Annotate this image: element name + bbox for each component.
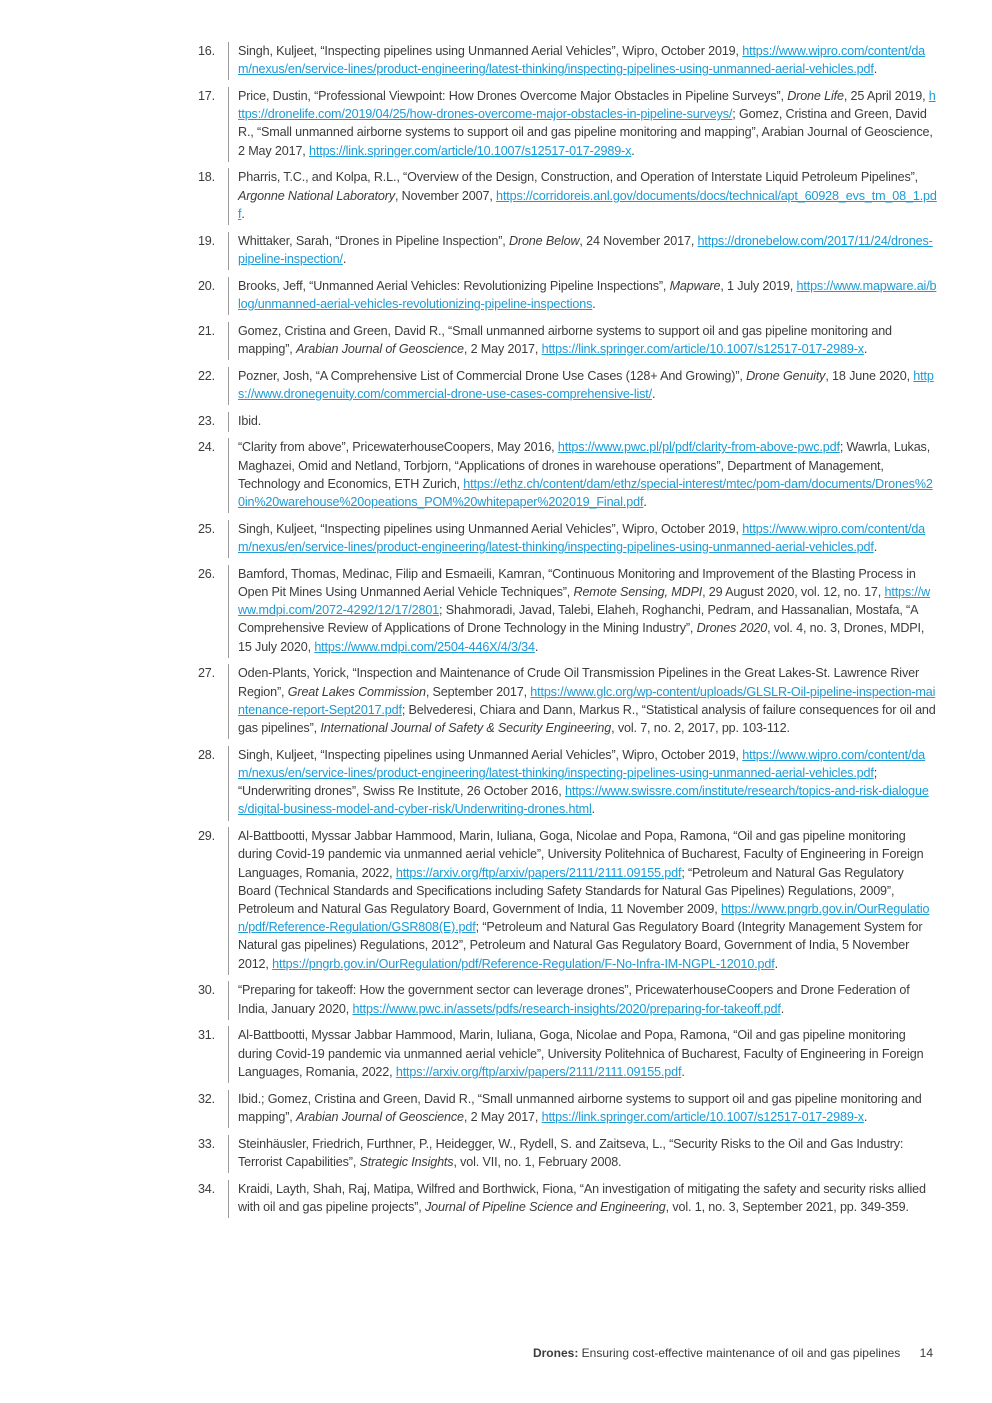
reference-item (190, 87, 938, 162)
reference-item (190, 42, 938, 80)
reference-number: 30. (197, 983, 215, 998)
reference-text (228, 1180, 938, 1218)
reference-segment: Whittaker, Sarah, “Drones in Pipeline Inspection”, (238, 233, 509, 248)
page-number: 14 (919, 1346, 933, 1360)
reference-segment: ; “Petroleum and Natural Gas Regulatory Board (Technical Standards and Specifications including Safety Standards for Natural Gas Pipelines) Regulations, 2009”, Petroleum and Natural Gas Regulatory Board, Government of India, 11 November 2009, (238, 865, 908, 917)
reference-text (228, 168, 938, 225)
reference-link[interactable]: https://dronebelow.com/2017/11/24/drones-pipeline-inspection/ (238, 233, 933, 266)
reference-item (190, 827, 938, 975)
reference-segment: . (534, 639, 539, 654)
page-footer (533, 1346, 933, 1360)
reference-source-title: Arabian Journal of Geoscience (296, 341, 464, 356)
reference-link[interactable]: https://www.mdpi.com/2072-4292/12/17/2801 (238, 585, 931, 618)
reference-link[interactable]: https://www.wipro.com/content/dam/nexus/en/service-lines/product-engineering/latest-thinking/inspecting-pipelines-using-unmanned-aerial-vehicles.pdf (238, 521, 926, 555)
reference-segment: Oden-Plants, Yorick, “Inspection and Maintenance of Crude Oil Transmission Pipelines in the Great Lakes-St. Lawrence River Region”, (238, 666, 923, 699)
reference-text (228, 664, 938, 739)
reference-number: 34. (197, 1181, 215, 1196)
reference-item (190, 981, 938, 1019)
reference-link[interactable]: https://www.wipro.com/content/dam/nexus/en/service-lines/product-engineering/latest-thinking/inspecting-pipelines-using-unmanned-aerial-vehicles.pdf (238, 44, 926, 77)
reference-segment: . (681, 1064, 685, 1079)
reference-link[interactable]: https://link.springer.com/article/10.1007/s12517-017-2989-x (309, 143, 632, 158)
reference-item (190, 1090, 938, 1128)
reference-text (228, 981, 938, 1019)
reference-segment: , vol. 1, no. 3, September 2021, pp. 349-359. (665, 1199, 909, 1214)
reference-segment: Steinhäusler, Friedrich, Furthner, P., Heidegger, W., Rydell, S. and Zaitseva, L., “Security Risks to the Oil and Gas Industry: Terrorist Capabilities”, (238, 1136, 907, 1169)
reference-segment: Pozner, Josh, “A Comprehensive List of Commercial Drone Use Cases (128+ And Growing)”, (238, 368, 747, 383)
reference-number: 20. (197, 278, 215, 293)
reference-segment: , vol. VII, no. 1, February 2008. (453, 1154, 622, 1169)
reference-text (228, 412, 938, 432)
reference-item (190, 438, 938, 513)
reference-text (228, 1090, 938, 1128)
reference-item (190, 1026, 938, 1083)
reference-segment: Al-Battbootti, Myssar Jabbar Hammood, Marin, Iuliana, Goga, Nicolae and Popa, Ramona, “Oil and gas pipeline monitoring during Covid-19 pandemic via unmanned aerial vehicle”, University Politehnica of Bucharest, Faculty of Engineering in Foreign Languages, Romania, 2022, (238, 1028, 927, 1079)
reference-segment: , 1 July 2019, (720, 278, 797, 293)
reference-segment: “Clarity from above”, PricewaterhouseCoopers, May 2016, (238, 440, 558, 455)
reference-source-title: Great Lakes Commission (287, 684, 426, 699)
reference-segment: Ibid. (238, 413, 262, 428)
reference-link[interactable]: https://link.springer.com/article/10.1007/s12517-017-2989-x (541, 1109, 864, 1124)
reference-link[interactable]: https://corridoreis.anl.gov/documents/docs/technical/apt_60928_evs_tm_08_1.pdf (238, 188, 937, 221)
reference-segment: . (873, 62, 878, 77)
reference-text (228, 746, 938, 821)
reference-link[interactable]: https://www.glc.org/wp-content/uploads/GLSLR-Oil-pipeline-inspection-maintenance-report-Sept2017.pdf (238, 684, 936, 717)
reference-number: 16. (197, 44, 215, 58)
reference-segment: , 25 April 2019, (843, 89, 929, 103)
reference-segment: Singh, Kuljeet, “Inspecting pipelines using Unmanned Aerial Vehicles”, Wipro, October 2019, (238, 521, 743, 536)
reference-text (228, 87, 938, 162)
reference-segment: . (631, 143, 635, 158)
reference-source-title: International Journal of Safety & Security Engineering (320, 721, 612, 736)
reference-segment: . (241, 206, 245, 221)
reference-segment: Singh, Kuljeet, “Inspecting pipelines using Unmanned Aerial Vehicles”, Wipro, October 2019, (238, 747, 743, 762)
reference-text (228, 367, 938, 405)
reference-text (228, 232, 938, 270)
reference-segment: . (592, 296, 596, 311)
reference-list (190, 42, 938, 1225)
reference-segment: . (774, 956, 778, 971)
reference-source-title: Remote Sensing, MDPI (573, 585, 703, 600)
reference-text (228, 322, 938, 360)
reference-segment: . (651, 386, 656, 401)
reference-text (228, 1135, 938, 1173)
reference-number: 21. (197, 323, 215, 338)
reference-number: 25. (197, 521, 215, 536)
reference-source-title: Drones 2020 (696, 621, 768, 636)
reference-segment: Pharris, T.C., and Kolpa, R.L., “Overview of the Design, Construction, and Operation of Interstate Liquid Petroleum Pipelines”, (238, 170, 922, 185)
reference-segment: . (780, 1001, 785, 1016)
reference-text (228, 520, 938, 558)
reference-text (228, 438, 938, 513)
reference-text (228, 827, 938, 975)
reference-segment: Bamford, Thomas, Medinac, Filip and Esmaeili, Kamran, “Continuous Monitoring and Improvement of the Blasting Process in Open Pit Mines Using Unmanned Aerial Vehicle Techniques”, (238, 566, 920, 600)
reference-link[interactable]: https://link.springer.com/article/10.1007/s12517-017-2989-x (541, 341, 864, 356)
reference-link[interactable]: https://www.swissre.com/institute/research/topics-and-risk-dialogues/digital-business-model-and-cyber-risk/Underwriting-drones.html (238, 784, 929, 817)
reference-segment: , vol. 4, no. 3, Drones, MDPI, 15 July 2020, (238, 621, 928, 654)
reference-segment: . (342, 251, 347, 266)
reference-item (190, 664, 938, 739)
reference-segment: ; “Underwriting drones”, Swiss Re Institute, 26 October 2016, (238, 766, 881, 799)
reference-segment: ; “Petroleum and Natural Gas Regulatory Board (Integrity Management System for Natural gas pipelines) Regulations, 2012”, Petroleum and Natural Gas Regulatory Board, Government of India, 5 November 2012, (238, 920, 926, 971)
reference-segment: , September 2017, (425, 684, 531, 699)
reference-number: 32. (197, 1091, 215, 1106)
reference-number: 27. (197, 666, 215, 681)
reference-number: 33. (197, 1136, 215, 1151)
reference-item (190, 232, 938, 270)
reference-segment: . (863, 341, 868, 356)
reference-text (228, 565, 938, 658)
reference-item (190, 168, 938, 225)
reference-item (190, 520, 938, 558)
reference-segment: , vol. 7, no. 2, 2017, pp. 103-112. (611, 721, 790, 736)
reference-source-title: Argonne National Laboratory (238, 188, 395, 203)
reference-segment: ; Belvederesi, Chiara and Dann, Markus R., “Statistical analysis of failure consequences for oil and gas pipelines”, (238, 702, 940, 736)
reference-segment: . (591, 802, 596, 817)
reference-segment: Kraidi, Layth, Shah, Raj, Matipa, Wilfred and Borthwick, Fiona, “An investigation of mitigating the safety and security risks allied with oil and gas pipeline projects”, (238, 1181, 930, 1214)
reference-segment: “Preparing for takeoff: How the government sector can leverage drones”, PricewaterhouseCoopers and Drone Federation of India, January 2020, (238, 983, 913, 1016)
reference-number: 31. (197, 1028, 215, 1043)
reference-segment: . (863, 1109, 868, 1124)
reference-link[interactable]: https://www.dronegenuity.com/commercial-drone-use-cases-comprehensive-list/ (238, 368, 934, 401)
reference-item (190, 1180, 938, 1218)
footer-brand: Drones: (532, 1346, 579, 1360)
reference-segment: Price, Dustin, “Professional Viewpoint: How Drones Overcome Major Obstacles in Pipeline Surveys”, (238, 89, 788, 103)
reference-link[interactable]: https://arxiv.org/ftp/arxiv/papers/2111/2111.09155.pdf (395, 1064, 682, 1079)
reference-source-title: Arabian Journal of Geoscience (296, 1109, 464, 1124)
reference-number: 22. (197, 368, 215, 383)
reference-number: 17. (197, 89, 215, 103)
reference-segment: . (873, 540, 878, 555)
reference-segment: Ibid.; Gomez, Cristina and Green, David R., “Small unmanned airborne systems to support oil and gas pipeline monitoring and mapping”, (238, 1091, 926, 1124)
reference-item (190, 412, 938, 432)
footer-subtitle: Ensuring cost-effective maintenance of oil and gas pipelines (581, 1346, 901, 1360)
reference-number: 23. (197, 413, 215, 428)
reference-segment: , 2 May 2017, (463, 1109, 542, 1124)
reference-text (228, 1026, 938, 1083)
reference-segment: , 18 June 2020, (825, 368, 914, 383)
reference-item (190, 746, 938, 821)
reference-number: 26. (197, 566, 215, 581)
reference-item (190, 1135, 938, 1173)
reference-segment: Singh, Kuljeet, “Inspecting pipelines using Unmanned Aerial Vehicles”, Wipro, October 2019, (238, 44, 743, 58)
reference-segment: , 29 August 2020, vol. 12, no. 17, (702, 585, 885, 600)
reference-number: 19. (197, 233, 215, 248)
reference-segment: ; Wawrla, Lukas, Maghazei, Omid and Netland, Torbjorn, “Applications of drones in warehouse operations”, Department of Management, Technology and Economics, ETH Zurich, (238, 440, 934, 491)
reference-link[interactable]: https://www.wipro.com/content/dam/nexus/en/service-lines/product-engineering/latest-thinking/inspecting-pipelines-using-unmanned-aerial-vehicles.pdf (238, 747, 926, 781)
reference-link[interactable]: https://www.mapware.ai/blog/unmanned-aerial-vehicles-revolutionizing-pipeline-inspections (238, 278, 937, 311)
reference-text (228, 42, 938, 80)
reference-source-title: Drone Below (508, 233, 580, 248)
reference-link[interactable]: https://pngrb.gov.in/OurRegulation/pdf/Reference-Regulation/F-No-Infra-IM-NGPL-12010.pdf (272, 956, 775, 971)
reference-segment: . (643, 495, 647, 510)
reference-link[interactable]: https://arxiv.org/ftp/arxiv/papers/2111/2111.09155.pdf (395, 865, 682, 880)
reference-link[interactable]: https://dronelife.com/2019/04/25/how-drones-overcome-major-obstacles-in-pipeline-surveys/ (238, 89, 936, 122)
reference-link[interactable]: https://www.pngrb.gov.in/OurRegulation/pdf/Reference-Regulation/GSR808(E).pdf (238, 902, 930, 935)
reference-segment: , 2 May 2017, (463, 341, 542, 356)
reference-source-title: Drone Genuity (746, 368, 826, 383)
reference-segment: Brooks, Jeff, “Unmanned Aerial Vehicles: Revolutionizing Pipeline Inspections”, (238, 278, 670, 293)
reference-link[interactable]: https://www.mdpi.com/2504-446X/4/3/34 (314, 639, 535, 654)
reference-item (190, 367, 938, 405)
reference-segment: Gomez, Cristina and Green, David R., “Small unmanned airborne systems to support oil and gas pipeline monitoring and mapping”, (238, 323, 896, 356)
reference-segment: ; Gomez, Cristina and Green, David R., “Small unmanned airborne systems to support oil and gas pipeline monitoring and mapping”, Arabian Journal of Geoscience, 2 May 2017, (238, 107, 937, 158)
reference-source-title: Journal of Pipeline Science and Engineering (424, 1199, 666, 1214)
reference-number: 29. (197, 829, 215, 844)
reference-link[interactable]: https://www.pwc.pl/pl/pdf/clarity-from-above-pwc.pdf (557, 440, 840, 455)
reference-source-title: Mapware (669, 278, 721, 293)
reference-number: 24. (197, 440, 215, 455)
reference-segment: , November 2007, (394, 188, 497, 203)
reference-link[interactable]: https://ethz.ch/content/dam/ethz/special-interest/mtec/pom-dam/documents/Drones%20in%20warehouse%20opeations_POM%20whitepaper%202019_Final.pdf (238, 476, 933, 510)
reference-text (228, 277, 938, 315)
reference-number: 28. (197, 747, 215, 762)
reference-number: 18. (197, 170, 215, 185)
reference-item (190, 277, 938, 315)
reference-segment: , 24 November 2017, (579, 233, 698, 248)
reference-source-title: Drone Life (787, 89, 844, 103)
reference-item (190, 322, 938, 360)
reference-source-title: Strategic Insights (359, 1154, 454, 1169)
reference-segment: ; Shahmoradi, Javad, Talebi, Elaheh, Roghanchi, Pedram, and Hassanalian, Mostafa, “A Comprehensive Review of Applications of Drone Technology in the Mining Industry”, (238, 603, 922, 636)
reference-segment: Al-Battbootti, Myssar Jabbar Hammood, Marin, Iuliana, Goga, Nicolae and Popa, Ramona, “Oil and gas pipeline monitoring during Covid-19 pandemic via unmanned aerial vehicle”, University Politehnica of Bucharest, Faculty of Engineering in Foreign Languages, Romania, 2022, (238, 829, 927, 880)
reference-link[interactable]: https://www.pwc.in/assets/pdfs/research-insights/2020/preparing-for-takeoff.pdf (352, 1001, 781, 1016)
reference-item (190, 565, 938, 658)
